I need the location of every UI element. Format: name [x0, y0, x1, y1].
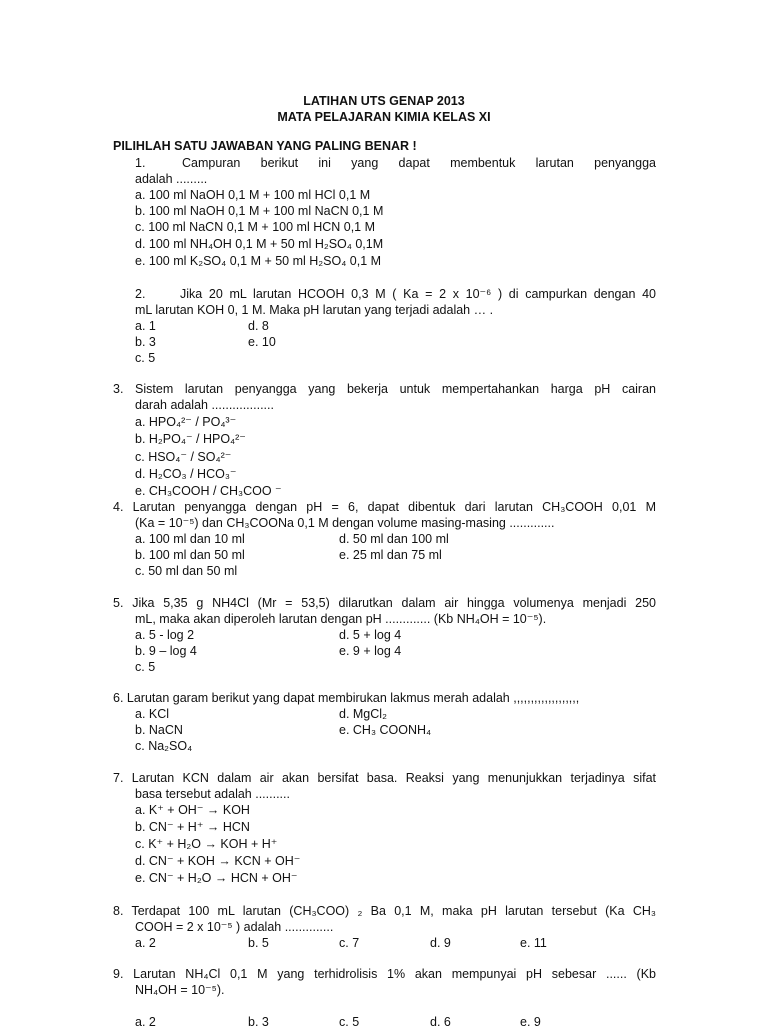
- question-9-option-b: b. 3: [248, 1015, 269, 1029]
- question-4-option-a: a. 100 ml dan 10 ml: [135, 532, 245, 546]
- question-4-options-row-1: [135, 531, 735, 547]
- question-4-options-row-2: [135, 547, 735, 563]
- question-6-option-b: b. NaCN: [135, 723, 183, 737]
- question-6-text: 6. Larutan garam berikut yang dapat membirukan lakmus merah adalah ,,,,,,,,,,,,,,,,,,,: [113, 691, 580, 705]
- question-5-text: 5. Jika 5,35 g NH4Cl (Mr = 53,5) dilarutkan dalam air hingga volumenya menjadi 250: [113, 596, 656, 610]
- question-2-option-d: d. 8: [248, 319, 269, 333]
- question-8-option-e: e. 11: [520, 936, 547, 950]
- question-9-option-e: e. 9: [520, 1015, 541, 1029]
- question-1-option-b: b. 100 ml NaOH 0,1 M + 100 ml NaCN 0,1 M: [135, 204, 384, 218]
- question-7-option-d: d. CN⁻ + KOH → KCN + OH⁻: [135, 854, 301, 868]
- question-6-options-row-1: [135, 706, 735, 722]
- question-8-option-a: a. 2: [135, 936, 156, 950]
- question-5-option-a: a. 5 - log 2: [135, 628, 195, 642]
- question-4-text-cont: (Ka = 10⁻⁵) dan CH₃COONa 0,1 M dengan volume masing-masing .............: [135, 516, 555, 530]
- question-8-text: 8. Terdapat 100 mL larutan (CH₃COO) ₂ Ba 0,1 M, maka pH larutan tersebut (Ka CH₃: [113, 904, 656, 918]
- question-6-option-a: a. KCl: [135, 707, 170, 721]
- question-3-option-a: a. HPO₄²⁻ / PO₄³⁻: [135, 415, 237, 429]
- question-9-option-a: a. 2: [135, 1015, 156, 1029]
- question-4-text: 4. Larutan penyangga dengan pH = 6, dapat dibentuk dari larutan CH₃COOH 0,01 M: [113, 500, 656, 514]
- question-5-option-c: c. 5: [135, 660, 156, 674]
- question-5-option-b: b. 9 – log 4: [135, 644, 197, 658]
- question-5-options-row-2: [135, 643, 735, 659]
- question-8-options-row: [135, 935, 735, 951]
- question-2-option-e: e. 10: [248, 335, 276, 349]
- question-2-option-b: b. 3: [135, 335, 156, 349]
- question-6-options-row-2: [135, 722, 735, 738]
- question-2-text-cont: mL larutan KOH 0, 1 M. Maka pH larutan yang terjadi adalah … .: [135, 303, 494, 317]
- question-3-option-d: d. H₂CO₃ / HCO₃⁻: [135, 467, 237, 481]
- question-4-option-e: e. 25 ml dan 75 ml: [339, 548, 442, 562]
- question-3-text: 3. Sistem larutan penyangga yang bekerja untuk mempertahankan harga pH cairan: [113, 382, 656, 396]
- question-5-options-row-1: [135, 627, 735, 643]
- question-2-number: 2.: [135, 287, 146, 301]
- document-title: LATIHAN UTS GENAP 2013: [303, 94, 465, 108]
- question-3-option-e: e. CH₃COOH / CH₃COO ⁻: [135, 484, 282, 498]
- question-1-text: Campuran berikut ini yang dapat membentuk larutan penyangga: [182, 156, 656, 170]
- question-9-option-c: c. 5: [339, 1015, 360, 1029]
- question-1-option-e: e. 100 ml K₂SO₄ 0,1 M + 50 ml H₂SO₄ 0,1 M: [135, 254, 382, 268]
- question-5-option-d: d. 5 + log 4: [339, 628, 402, 642]
- question-7-text-cont: basa tersebut adalah ..........: [135, 787, 290, 801]
- question-6-option-e: e. CH₃ COONH₄: [339, 723, 432, 737]
- question-7-option-c: c. K⁺ + H₂O → KOH + H⁺: [135, 837, 278, 851]
- question-2-text: Jika 20 mL larutan HCOOH 0,3 M ( Ka = 2 x 10⁻⁶ ) di campurkan dengan 40: [180, 287, 656, 301]
- question-2-options-row-1: [135, 318, 735, 334]
- question-2-option-a: a. 1: [135, 319, 156, 333]
- question-6-option-d: d. MgCl₂: [339, 707, 387, 721]
- question-8-option-b: b. 5: [248, 936, 269, 950]
- question-7-option-a: a. K⁺ + OH⁻ → KOH: [135, 803, 250, 817]
- question-1-number: 1.: [135, 156, 146, 170]
- question-9-text-cont: NH₄OH = 10⁻⁵).: [135, 983, 225, 997]
- instruction-heading: PILIHLAH SATU JAWABAN YANG PALING BENAR !: [113, 139, 417, 153]
- question-5-option-e: e. 9 + log 4: [339, 644, 402, 658]
- question-3-option-c: c. HSO₄⁻ / SO₄²⁻: [135, 450, 232, 464]
- question-4-option-d: d. 50 ml dan 100 ml: [339, 532, 449, 546]
- question-4-option-c: c. 50 ml dan 50 ml: [135, 564, 238, 578]
- question-8-option-d: d. 9: [430, 936, 451, 950]
- document-subtitle: MATA PELAJARAN KIMIA KELAS XI: [277, 110, 491, 124]
- question-3-text-cont: darah adalah ..................: [135, 398, 274, 412]
- question-9-text: 9. Larutan NH₄Cl 0,1 M yang terhidrolisis 1% akan mempunyai pH sebesar ...... (Kb: [113, 967, 656, 981]
- question-9-option-d: d. 6: [430, 1015, 451, 1029]
- question-6-option-c: c. Na₂SO₄: [135, 739, 193, 753]
- question-2-options-row-2: [135, 334, 735, 350]
- question-1-option-d: d. 100 ml NH₄OH 0,1 M + 50 ml H₂SO₄ 0,1M: [135, 237, 384, 251]
- question-7-option-b: b. CN⁻ + H⁺ → HCN: [135, 820, 250, 834]
- question-1-text-cont: adalah .........: [135, 172, 208, 186]
- question-1-option-c: c. 100 ml NaCN 0,1 M + 100 ml HCN 0,1 M: [135, 220, 376, 234]
- question-2-option-c: c. 5: [135, 351, 156, 365]
- question-1-option-a: a. 100 ml NaOH 0,1 M + 100 ml HCl 0,1 M: [135, 188, 371, 202]
- question-8-text-cont: COOH = 2 x 10⁻⁵ ) adalah ..............: [135, 920, 334, 934]
- question-7-text: 7. Larutan KCN dalam air akan bersifat basa. Reaksi yang menunjukkan terjadinya sifat: [113, 771, 656, 785]
- question-3-option-b: b. H₂PO₄⁻ / HPO₄²⁻: [135, 432, 246, 446]
- question-4-option-b: b. 100 ml dan 50 ml: [135, 548, 245, 562]
- question-5-text-cont: mL, maka akan diperoleh larutan dengan pH ............. (Kb NH₄OH = 10⁻⁵).: [135, 612, 547, 626]
- question-7-option-e: e. CN⁻ + H₂O → HCN + OH⁻: [135, 871, 298, 885]
- question-8-option-c: c. 7: [339, 936, 360, 950]
- question-9-options-row: [135, 1014, 735, 1030]
